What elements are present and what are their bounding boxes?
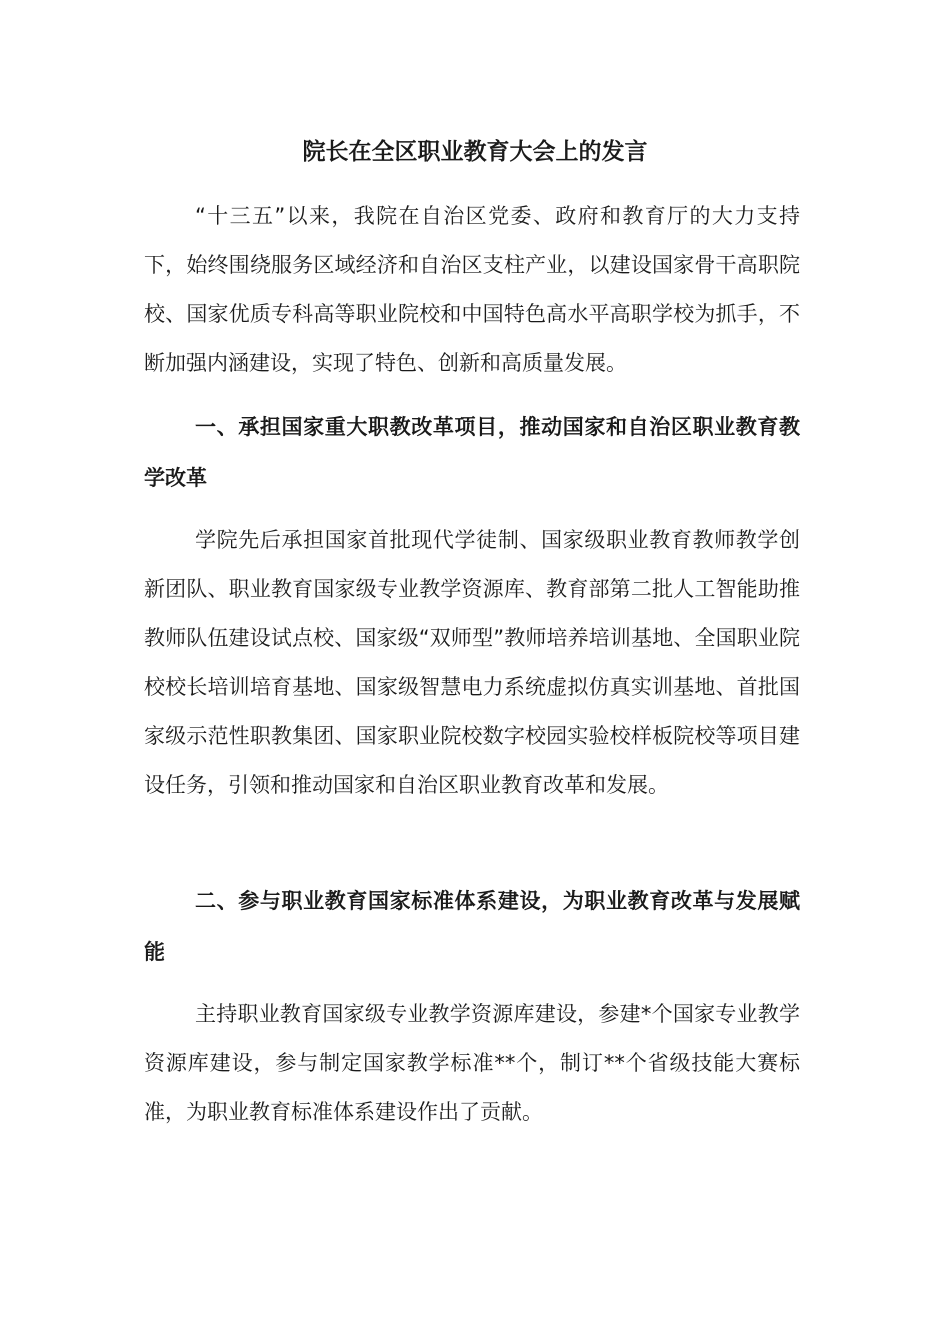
paragraph-intro: “十三五”以来，我院在自治区党委、政府和教育厅的大力支持下，始终围绕服务区域经济和自治区支柱产业，以建设国家骨干高职院校、国家优质专科高等职业院校和中国特色高水平高职学校为抓手，不断加强内涵建设，实现了特色、创新和高质量发展。 (144, 204, 800, 375)
section-heading-2: 二、参与职业教育国家标准体系建设，为职业教育改革与发展赋能 (144, 889, 800, 964)
section-heading-1: 一、承担国家重大职教改革项目，推动国家和自治区职业教育教学改革 (144, 415, 800, 490)
document-title: 院长在全区职业教育大会上的发言 (302, 139, 648, 165)
paragraph-section-2: 主持职业教育国家级专业教学资源库建设，参建*个国家专业教学资源库建设，参与制定国家教学标准**个，制订**个省级技能大赛标准，为职业教育标准体系建设作出了贡献。 (144, 1002, 800, 1124)
paragraph-section-1: 学院先后承担国家首批现代学徒制、国家级职业教育教师教学创新团队、职业教育国家级专业教学资源库、教育部第二批人工智能助推教师队伍建设试点校、国家级“双师型”教师培养培训基地、全国职业院校校长培训培育基地、国家级智慧电力系统虚拟仿真实训基地、首批国家级示范性职教集团、国家职业院校数字校园实验校样板院校等项目建设任务，引领和推动国家和自治区职业教育改革和发展。 (144, 528, 800, 797)
